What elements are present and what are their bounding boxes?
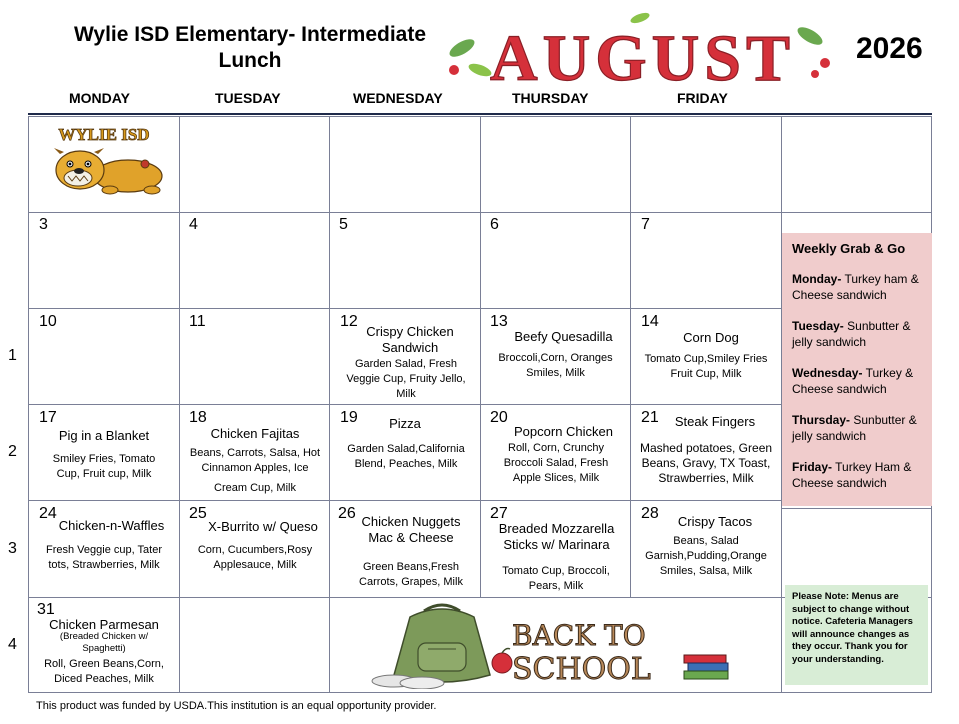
- day-header-wednesday: WEDNESDAY: [353, 90, 443, 106]
- sides: Garden Salad, Fresh Veggie Cup, Fruity Jello, Milk: [346, 358, 466, 400]
- page-title: [30, 22, 470, 74]
- sides: Roll, Corn, Crunchy Broccoli Salad, Fresh Apple Slices, Milk: [503, 442, 609, 484]
- day-header-monday: MONDAY: [69, 90, 130, 106]
- week-number-4: 4: [8, 636, 17, 653]
- entree: Popcorn Chicken: [514, 424, 613, 439]
- entree: Chicken Parmesan: [49, 617, 159, 632]
- date-25: 25: [189, 505, 207, 522]
- grid-line: [329, 116, 330, 597]
- week-number-2: 2: [8, 443, 17, 460]
- entree: X-Burrito w/ Queso: [208, 519, 318, 534]
- header-rule: [28, 113, 932, 115]
- entree: Pizza: [389, 416, 421, 431]
- entree: Chicken Nuggets Mac & Cheese: [361, 514, 461, 545]
- date-18: 18: [189, 409, 207, 426]
- entree: Corn Dog: [683, 330, 739, 345]
- grid-line: [28, 308, 781, 309]
- grab-day: Monday-: [792, 272, 842, 286]
- date-13: 13: [490, 313, 508, 330]
- year-label: 2026: [856, 32, 923, 65]
- grab-and-go-wednesday: [792, 365, 924, 397]
- grab-day: Friday-: [792, 460, 833, 474]
- grid-line: [28, 404, 781, 405]
- grab-text: Turkey Ham & Cheese sandwich: [792, 460, 912, 490]
- sides: Broccoli,Corn, Oranges Smiles, Milk: [498, 352, 613, 379]
- grab-day: Thursday-: [792, 413, 851, 427]
- sides: Green Beans,Fresh Carrots, Grapes, Milk: [359, 561, 463, 588]
- entree: Chicken Fajitas: [210, 426, 300, 441]
- date-31: 31: [37, 601, 55, 618]
- date-26: 26: [338, 505, 356, 522]
- grab-day: Wednesday-: [792, 366, 863, 380]
- grid-line: [630, 116, 631, 597]
- date-28: 28: [641, 505, 659, 522]
- grab-and-go-tuesday: [792, 318, 924, 350]
- date-6: 6: [490, 216, 499, 233]
- grab-and-go-monday: [792, 271, 924, 303]
- backpack-illustration: [372, 605, 512, 689]
- grid-line: [329, 597, 330, 693]
- sides: Beans, Carrots, Salsa, Hot Cinnamon Apples, Ice: [189, 447, 321, 474]
- week-number-1: 1: [8, 347, 17, 364]
- entree: Pig in a Blanket: [58, 428, 150, 443]
- wylie-isd-bulldog-logo: [40, 124, 168, 198]
- entree: Breaded Mozzarella Sticks w/ Marinara: [498, 521, 615, 552]
- entree: Chicken-n-Waffles: [58, 518, 165, 533]
- week-number-3: 3: [8, 540, 17, 557]
- date-17: 17: [39, 409, 57, 426]
- grab-text: Sunbutter & jelly sandwich: [792, 319, 911, 349]
- books-illustration: [684, 655, 728, 679]
- grab-day: Tuesday-: [792, 319, 844, 333]
- school-text: SCHOOL: [512, 652, 651, 687]
- entree: Crispy Tacos: [677, 514, 753, 529]
- sides: Fresh Veggie cup, Tater tots, Strawberries, Milk: [46, 544, 162, 571]
- sides: Smiley Fries, Tomato Cup, Fruit cup, Milk: [52, 453, 156, 480]
- date-21: 21: [641, 409, 659, 426]
- weekly-grab-and-go-panel: [782, 233, 932, 506]
- grab-text: Turkey & Cheese sandwich: [792, 366, 914, 396]
- date-3: 3: [39, 216, 48, 233]
- sides: Mashed potatoes, Green Beans, Gravy, TX Toast, Strawberries, Milk: [639, 441, 773, 485]
- august-lettering: AUGUST: [490, 22, 790, 95]
- entree: Crispy Chicken Sandwich: [366, 324, 454, 355]
- date-24: 24: [39, 505, 57, 522]
- title-line-1: Wylie ISD Elementary- Intermediate: [73, 23, 427, 46]
- sides-continued: Cream Cup, Milk: [214, 482, 296, 494]
- date-7: 7: [641, 216, 650, 233]
- grid-line: [28, 500, 781, 501]
- sides: Garden Salad,California Blend, Peaches, Milk: [347, 443, 465, 470]
- date-19: 19: [340, 409, 358, 426]
- grid-line: [781, 508, 932, 509]
- august-banner-art: [440, 8, 840, 96]
- back-to-school-art: [362, 603, 732, 689]
- grid-line: [28, 212, 932, 213]
- entree: Beefy Quesadilla: [514, 329, 613, 344]
- day-header-tuesday: TUESDAY: [215, 90, 281, 106]
- date-4: 4: [189, 216, 198, 233]
- date-27: 27: [490, 505, 508, 522]
- title-line-2: Lunch: [218, 49, 282, 72]
- date-20: 20: [490, 409, 508, 426]
- sides: Roll, Green Beans,Corn, Diced Peaches, Milk: [44, 658, 164, 685]
- sides: Corn, Cucumbers,Rosy Applesauce, Milk: [197, 544, 313, 571]
- grid-line: [179, 597, 180, 693]
- grab-text: Sunbutter & jelly sandwich: [792, 413, 917, 443]
- grab-and-go-friday: [792, 459, 924, 491]
- back-to-text: BACK TO: [512, 619, 646, 652]
- entree-description: (Breaded Chicken w/ Spaghetti): [59, 631, 149, 654]
- entree: Steak Fingers: [674, 414, 756, 429]
- date-10: 10: [39, 313, 57, 330]
- menu-change-note: Please Note: Menus are subject to change without notice. Cafeteria Managers will announce changes as they occur. Thank you for your understanding.: [785, 585, 928, 685]
- day-header-thursday: THURSDAY: [512, 90, 589, 106]
- sides: Tomato Cup, Broccoli, Pears, Milk: [502, 565, 610, 592]
- sides: Tomato Cup,Smiley Fries Fruit Cup, Milk: [644, 353, 768, 380]
- logo-text: WYLIE ISD: [58, 125, 150, 144]
- sides: Beans, Salad Garnish,Pudding,Orange Smiles, Salsa, Milk: [645, 535, 767, 577]
- grab-text: Turkey ham & Cheese sandwich: [792, 272, 919, 302]
- grid-line: [179, 116, 180, 597]
- day-header-friday: FRIDAY: [677, 90, 728, 106]
- grid-line: [480, 116, 481, 597]
- date-14: 14: [641, 313, 659, 330]
- usda-footer: This product was funded by USDA.This institution is an equal opportunity provider.: [36, 700, 437, 712]
- date-11: 11: [189, 313, 206, 330]
- date-5: 5: [339, 216, 348, 233]
- date-12: 12: [340, 313, 358, 330]
- grab-and-go-title: Weekly Grab & Go: [792, 241, 906, 256]
- grab-and-go-thursday: [792, 412, 924, 444]
